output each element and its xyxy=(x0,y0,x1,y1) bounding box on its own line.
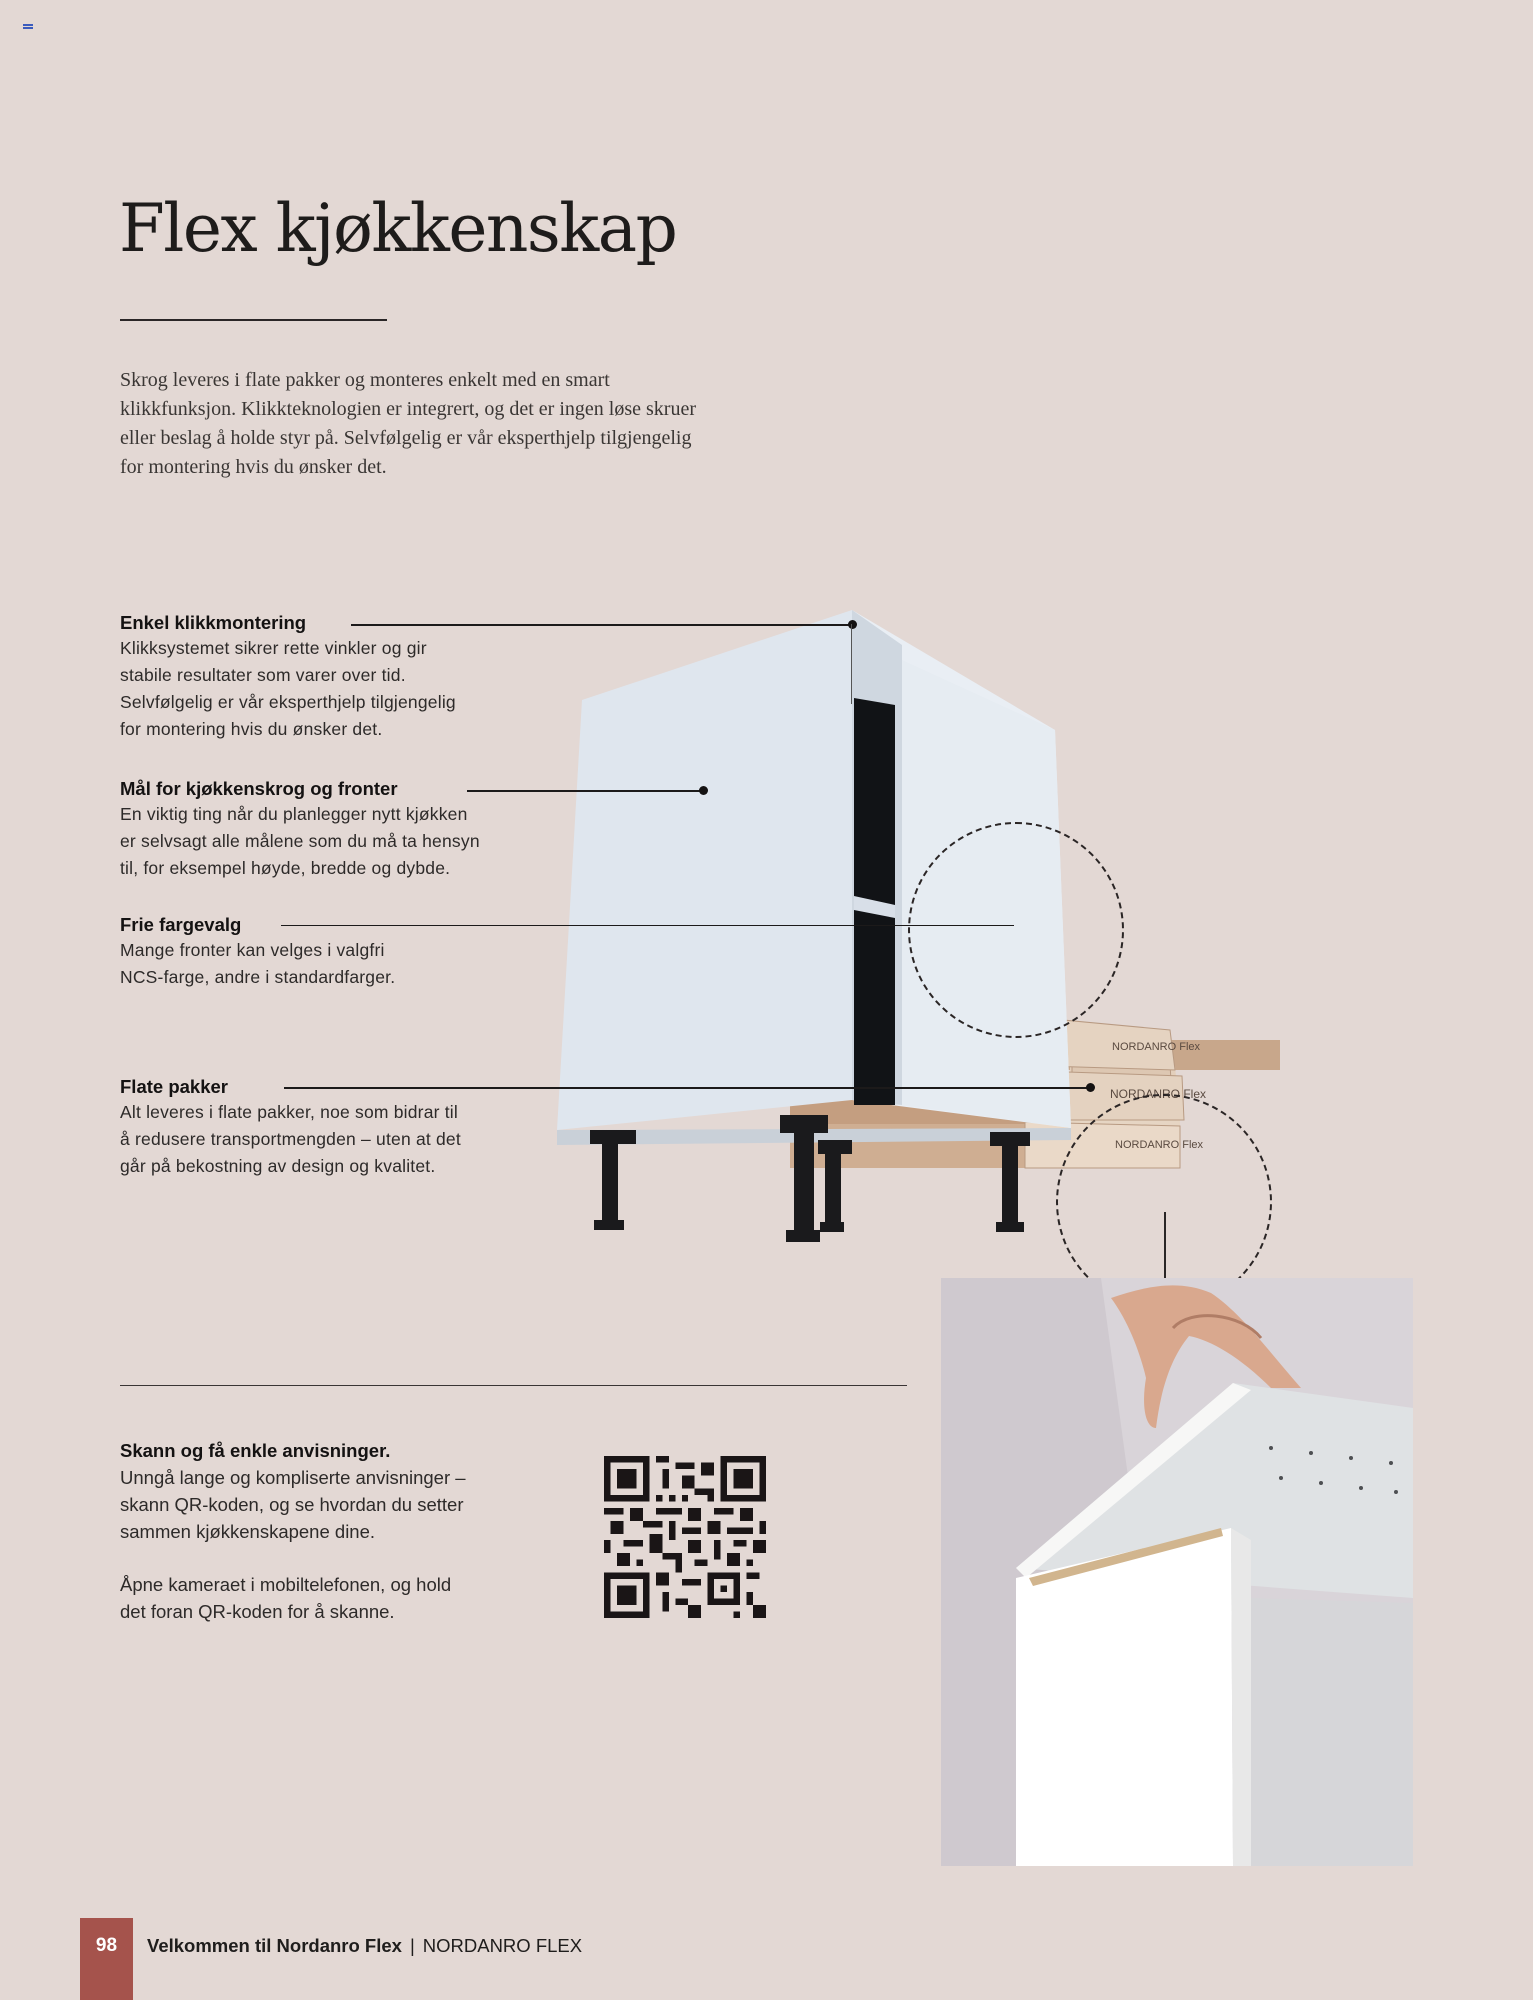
box-label-1: NORDANRO Flex xyxy=(1112,1041,1201,1053)
intro-paragraph: Skrog leveres i flate pakker og monteres enkelt med en smart klikkfunksjon. Klikkteknologien er integrert, og det er ingen løse skruer eller beslag å holde styr på. Selvfølgelig er vår eksperthjelp tilgjengelig for montering hvis du ønsker det. xyxy=(120,369,696,478)
leader-dot-1 xyxy=(848,620,857,629)
footer-separator: | xyxy=(409,1935,415,1956)
leader-dot-2 xyxy=(699,786,708,795)
box-label-3: NORDANRO Flex xyxy=(1115,1139,1204,1151)
feature-text: Selvfølgelig er vår eksperthjelp tilgjengelig xyxy=(120,692,456,712)
feature-title: Frie fargevalg xyxy=(120,914,242,935)
footer-brand: NORDANRO FLEX xyxy=(422,1935,583,1956)
feature-colors xyxy=(120,912,540,991)
feature-text: for montering hvis du ønsker det. xyxy=(120,719,383,739)
feature-text: til, for eksempel høyde, bredde og dybde. xyxy=(120,858,451,878)
page-number-tab xyxy=(80,1918,133,2000)
footer-breadcrumb xyxy=(147,1935,582,1957)
feature-text: Klikksystemet sikrer rette vinkler og gir xyxy=(120,638,427,658)
qr-text: Unngå lange og kompliserte anvisninger – xyxy=(120,1467,466,1488)
footer-section: Velkommen til Nordanro Flex xyxy=(147,1935,402,1956)
feature-flat-packs xyxy=(120,1074,540,1180)
feature-title: Flate pakker xyxy=(120,1076,228,1097)
section-divider xyxy=(120,1385,907,1386)
feature-text: stabile resultater som varer over tid. xyxy=(120,665,406,685)
qr-text: Åpne kameraet i mobiltelefonen, og hold xyxy=(120,1574,452,1595)
qr-text: det foran QR-koden for å skanne. xyxy=(120,1601,395,1622)
feature-click-mounting xyxy=(120,610,540,743)
qr-code[interactable] xyxy=(604,1456,766,1618)
feature-text: Alt leveres i flate pakker, noe som bidrar til xyxy=(120,1102,458,1122)
page-number: 98 xyxy=(95,1935,118,1956)
feature-text: er selvsagt alle målene som du må ta hensyn xyxy=(120,831,480,851)
leader-dot-4 xyxy=(1086,1083,1095,1092)
feature-text: En viktig ting når du planlegger nytt kjøkken xyxy=(120,804,468,824)
feature-title: Mål for kjøkkenskrog og fronter xyxy=(120,778,398,799)
title-divider xyxy=(120,319,387,321)
qr-text: sammen kjøkkenskapene dine. xyxy=(120,1521,376,1542)
feature-text: å redusere transportmengden – uten at det xyxy=(120,1129,461,1149)
assembly-photo xyxy=(941,1278,1413,1866)
callout-circle-color xyxy=(908,822,1124,1038)
feature-title: Enkel klikkmontering xyxy=(120,612,307,633)
feature-text: Mange fronter kan velges i valgfri xyxy=(120,940,385,960)
box-label-2: NORDANRO Flex xyxy=(1110,1087,1207,1101)
feature-measurements xyxy=(120,776,540,882)
menu-icon[interactable] xyxy=(23,24,33,32)
page-title: Flex kjøkkenskap xyxy=(119,190,677,267)
feature-text: går på bekostning av design og kvalitet. xyxy=(120,1156,436,1176)
qr-instructions xyxy=(120,1437,560,1625)
qr-title: Skann og få enkle anvisninger. xyxy=(120,1440,391,1461)
leader-drop-1 xyxy=(851,624,852,704)
feature-text: NCS-farge, andre i standardfarger. xyxy=(120,967,396,987)
qr-text: skann QR-koden, og se hvordan du setter xyxy=(120,1494,464,1515)
